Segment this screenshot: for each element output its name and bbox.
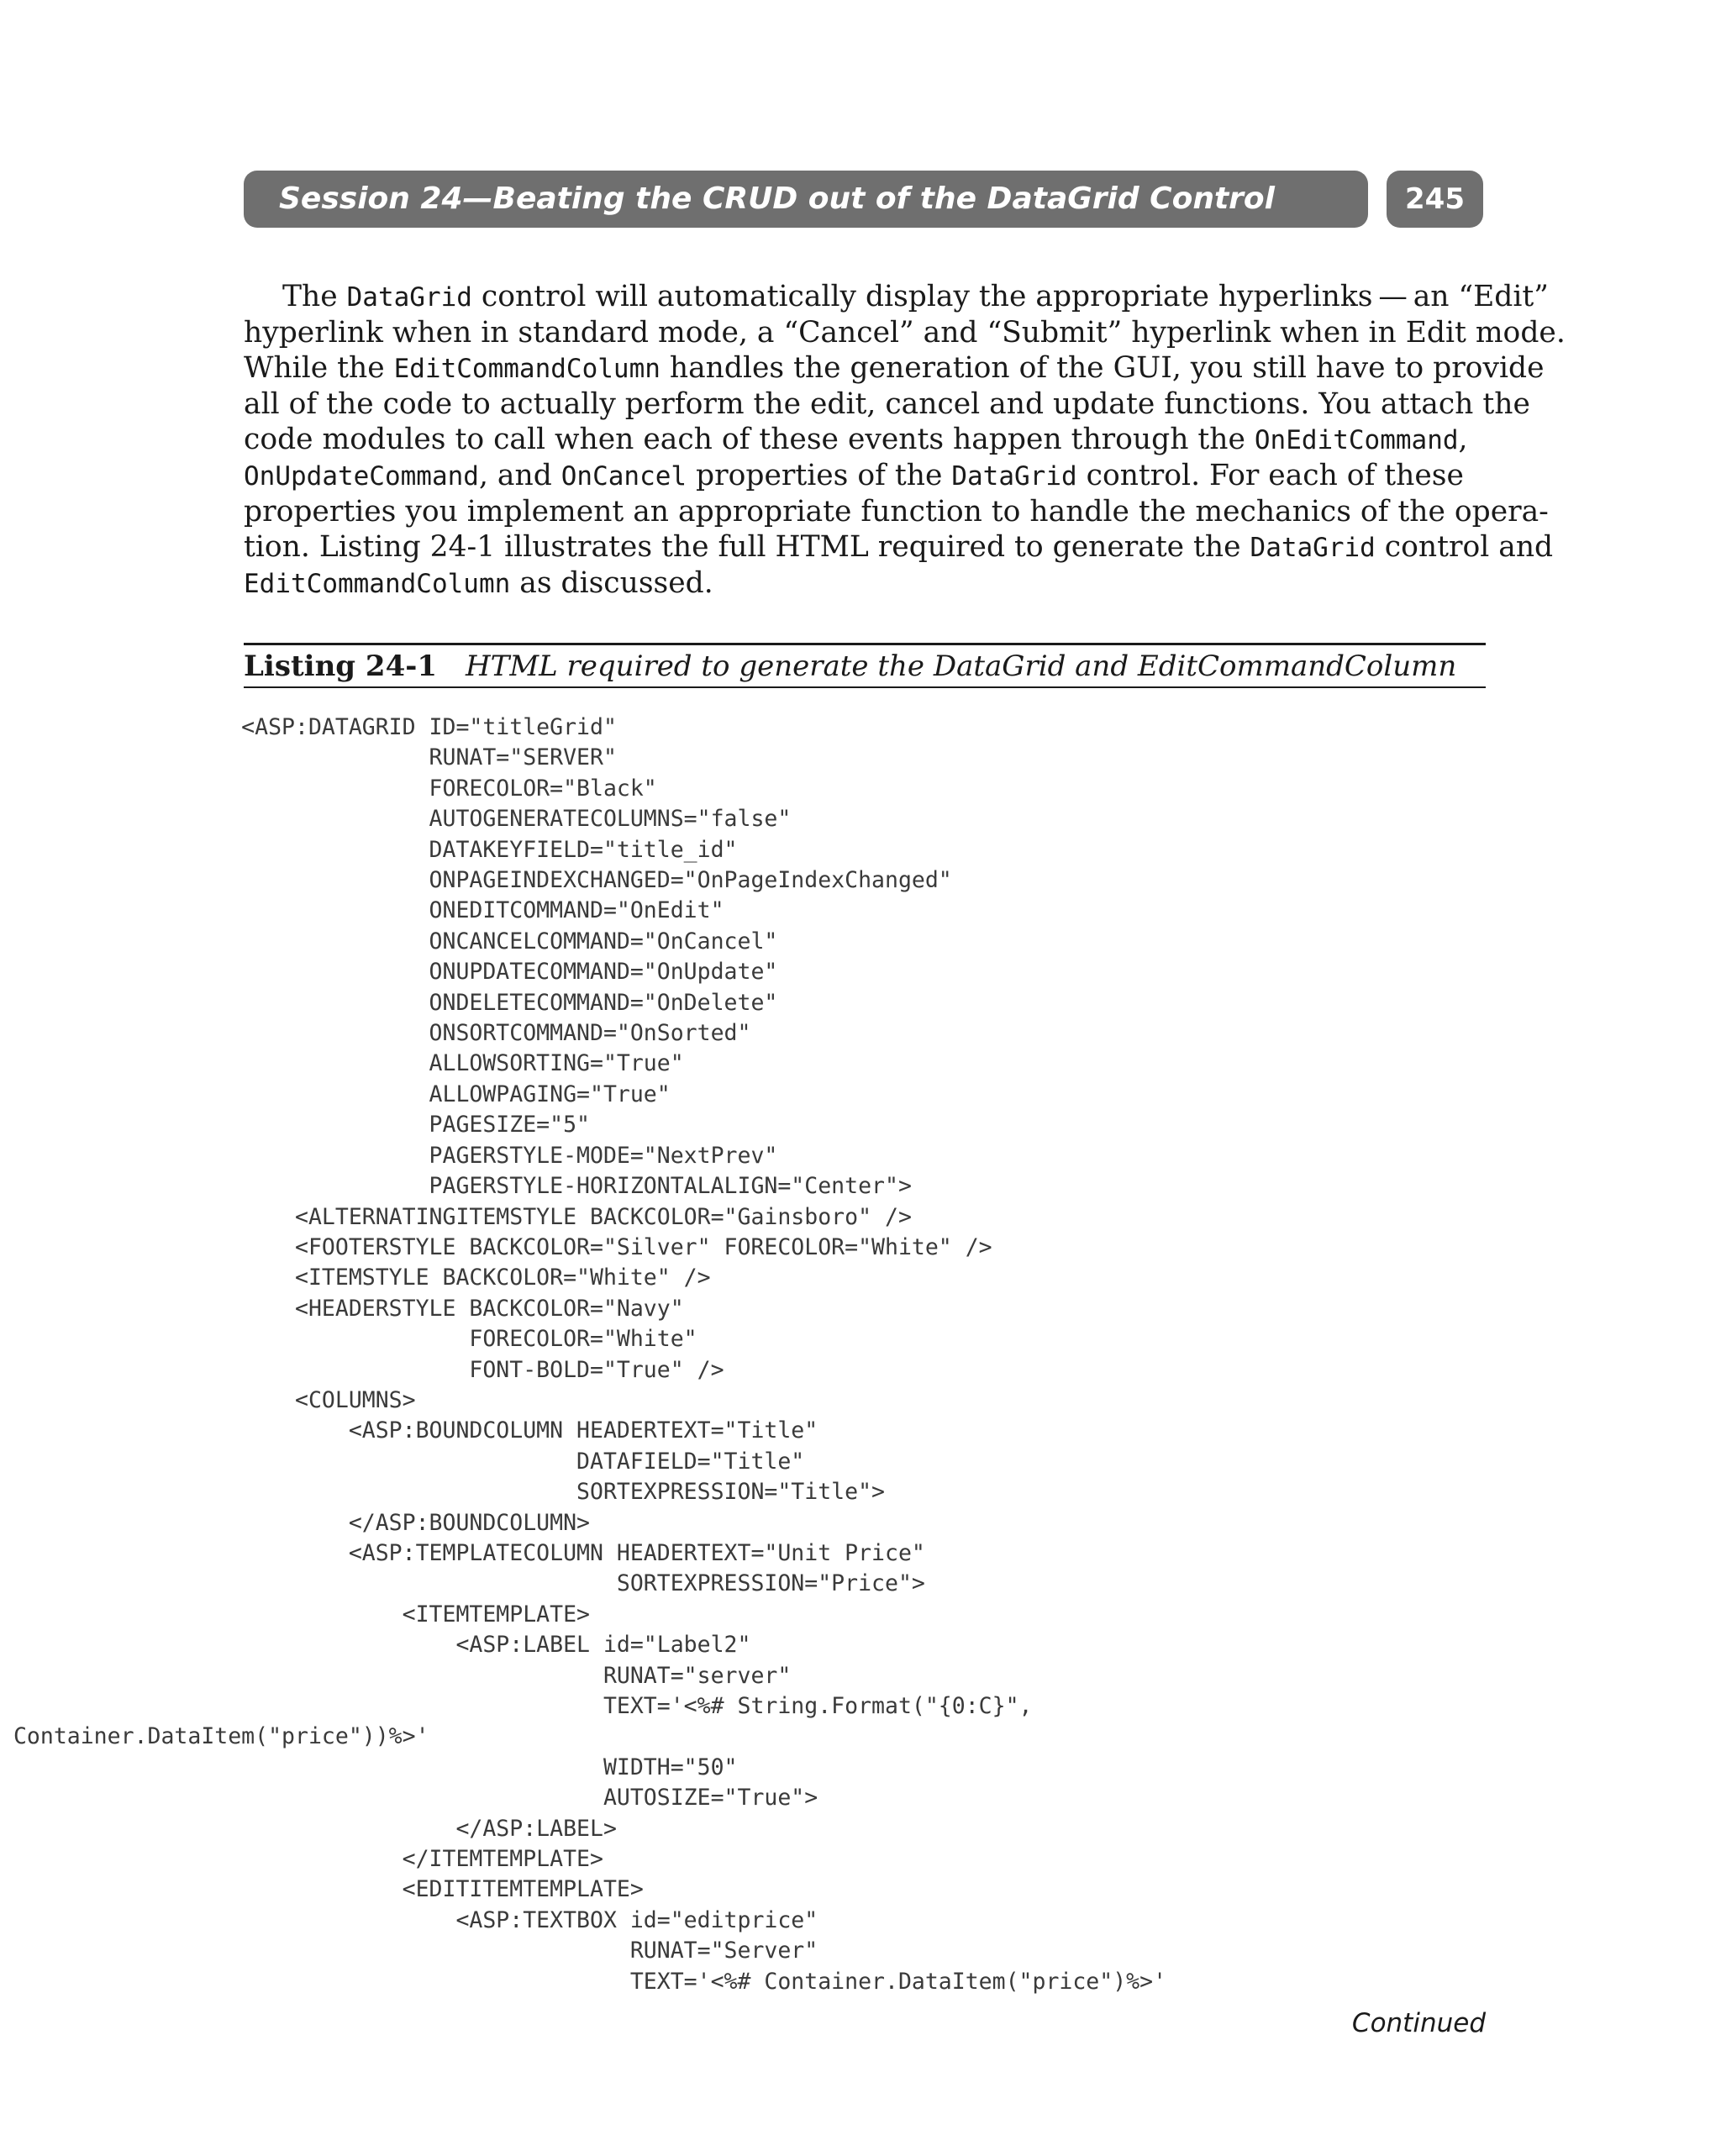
continued-note: Continued (1351, 2008, 1486, 2038)
code-listing: <ASP:DATAGRID ID="titleGrid" RUNAT="SERVER" FORECOLOR="Black" AUTOGENERATECOLUMNS="false" DATAKEYFIELD="title_id" ONPAGEINDEXCHANGED="OnPageIndexChanged" ONEDITCOMMAND="OnEdit" ONCANCELCOMMAND="OnCancel" ONUPDATECOMMAND="OnUpdate" ONDELETECOMMAND="OnDelete" ONSORTCOMMAND="OnSorted" ALLOWSORTING="True" ALLOWPAGING="True" PAGESIZE="5" PAGERSTYLE-MODE="NextPrev" PAGERSTYLE-HORIZONTALALIGN="Center"> <ALTERNATINGITEMSTYLE BACKCOLOR="Gainsboro" /> <FOOTERSTYLE BACKCOLOR="Silver" FORECOLOR="White" /> <ITEMSTYLE BACKCOLOR="White" /> <HEADERSTYLE BACKCOLOR="Navy" FORECOLOR="White" FONT-BOLD="True" /> <COLUMNS> <ASP:BOUNDCOLUMN HEADERTEXT="Title" DATAFIELD="Title" SORTEXPRESSION="Title"> </ASP:BOUNDCOLUMN> <ASP:TEMPLATECOLUMN HEADERTEXT="Unit Price" SORTEXPRESSION="Price"> <ITEMTEMPLATE> <ASP:LABEL id="Label2" RUNAT="server" TEXT='<%# String.Format("{0:C}", Container.DataItem("price"))%>' WIDTH="50" AUTOSIZE="True"> </ASP:LABEL> </ITEMTEMPLATE> <EDITITEMTEMPLATE> <ASP:TEXTBOX id="editprice" RUNAT="Server" TEXT='<%# Container.DataItem("price")%>' (13, 714, 1167, 1995)
listing-top-rule (244, 643, 1486, 645)
page-number-tab (1387, 171, 1483, 228)
page-number: 245 (1405, 182, 1465, 216)
inline-code: DataGrid (346, 282, 472, 313)
listing-title: HTML required to generate the DataGrid and EditCommandColumn (466, 649, 1457, 683)
inline-code: OnUpdateCommand (244, 461, 479, 492)
paragraph-line: While the EditCommandColumn handles the generation of the GUI, you still have to provide (244, 351, 1545, 385)
running-header (244, 171, 1368, 228)
listing-label: Listing 24-1 (244, 649, 437, 683)
inline-code: EditCommandColumn (393, 354, 661, 384)
inline-code: DataGrid (1250, 533, 1376, 563)
paragraph-line: EditCommandColumn as discussed. (244, 566, 713, 600)
paragraph-line: hyperlink when in standard mode, a “Cancel” and “Submit” hyperlink when in Edit mode. (244, 316, 1566, 350)
paragraph-line: properties you implement an appropriate function to handle the mechanics of the opera- (244, 495, 1549, 528)
inline-code: OnCancel (561, 461, 687, 492)
inline-code: EditCommandColumn (244, 569, 511, 599)
listing-bottom-rule (244, 686, 1486, 688)
body-paragraph (244, 279, 1566, 602)
inline-code: OnEditCommand (1254, 425, 1459, 455)
running-header-title: Session 24—Beating the CRUD out of the DataGrid Control (279, 181, 1275, 216)
paragraph-line: code modules to call when each of these events happen through the OnEditCommand, (244, 423, 1468, 456)
listing-caption (244, 649, 1456, 684)
paragraph-line: The DataGrid control will automatically display the appropriate hyperlinks — an “Edit” (282, 280, 1549, 313)
paragraph-line: tion. Listing 24-1 illustrates the full HTML required to generate the DataGrid control and (244, 530, 1554, 564)
inline-code: DataGrid (951, 461, 1077, 492)
paragraph-line: OnUpdateCommand, and OnCancel properties of the DataGrid control. For each of these (244, 459, 1464, 492)
paragraph-line: all of the code to actually perform the edit, cancel and update functions. You attach the (244, 387, 1530, 421)
